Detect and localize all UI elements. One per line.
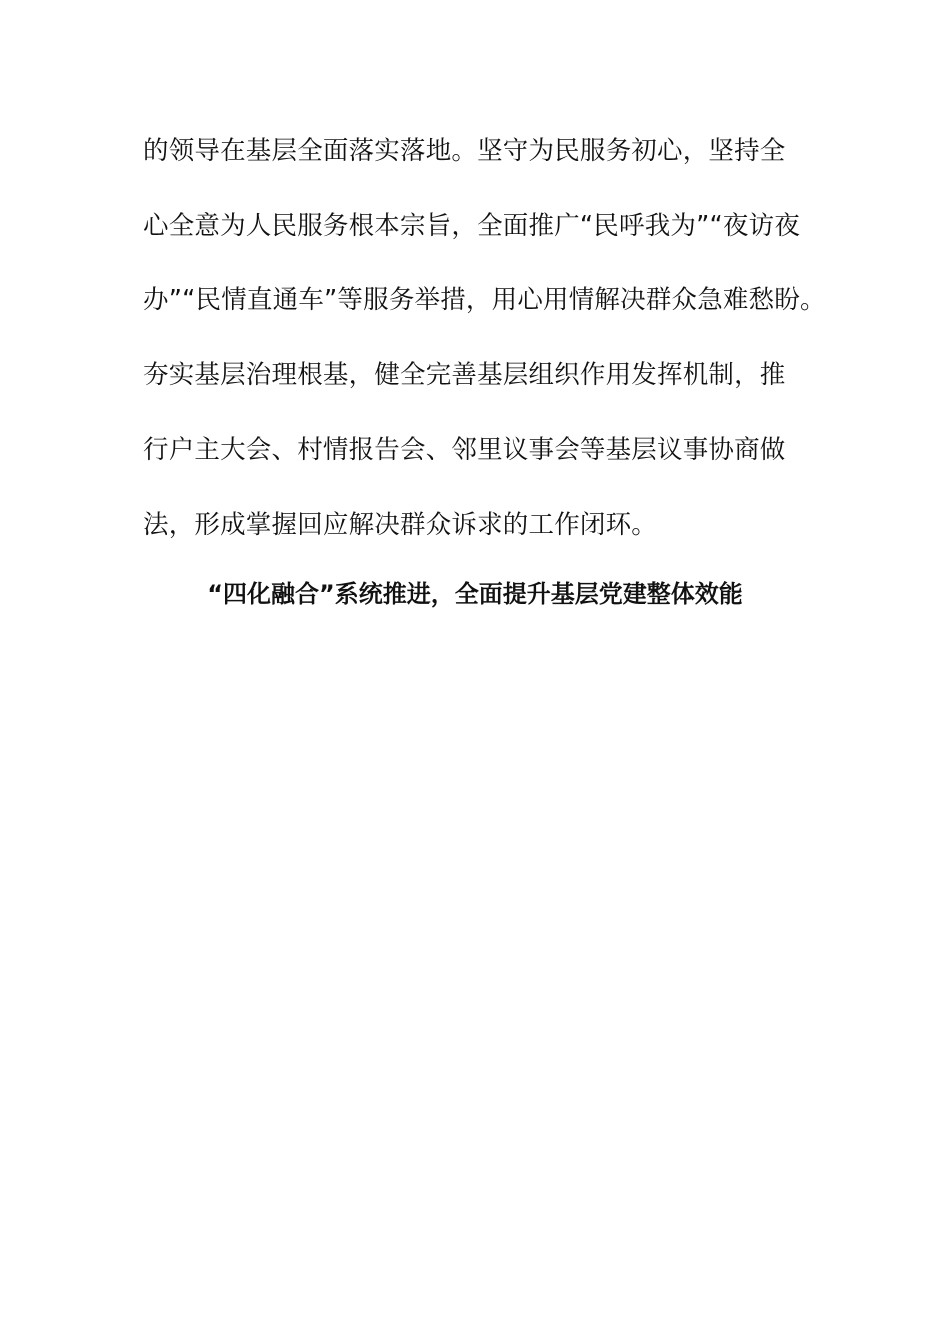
paragraph-line: 法，形成掌握回应解决群众诉求的工作闭环。	[143, 510, 658, 540]
paragraph-line: 办”“民情直通车”等服务举措，用心用情解决群众急难愁盼。	[143, 285, 826, 315]
paragraph-line: 的领导在基层全面落实落地。坚守为民服务初心，坚持全	[143, 136, 786, 166]
paragraph-line: 心全意为人民服务根本宗旨，全面推广“民呼我为”“夜访夜	[143, 211, 801, 241]
paragraph-line: 行户主大会、村情报告会、邻里议事会等基层议事协商做	[143, 435, 786, 465]
section-heading: “四化融合”系统推进，全面提升基层党建整体效能	[207, 580, 743, 608]
paragraph-line: 夯实基层治理根基，健全完善基层组织作用发挥机制，推	[143, 360, 786, 390]
